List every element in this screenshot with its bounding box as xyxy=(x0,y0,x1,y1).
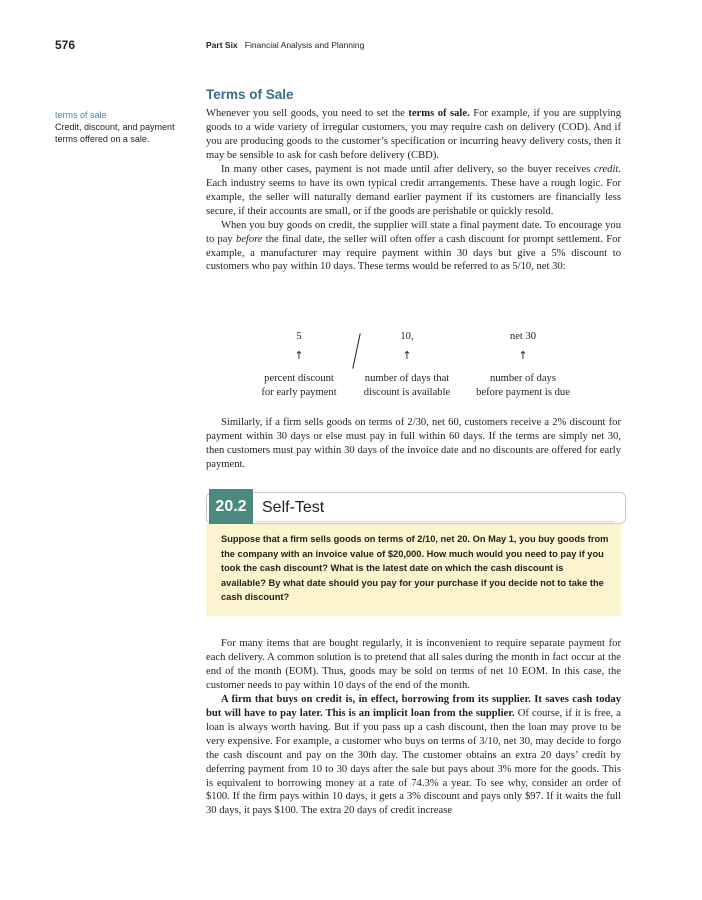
text-run: In many other cases, payment is not made until after delivery, so the buyer receives xyxy=(221,163,595,175)
running-header xyxy=(206,40,364,50)
emphasis: before xyxy=(235,233,263,245)
key-term: terms of sale. xyxy=(408,108,470,119)
diagram-label-days xyxy=(342,372,472,399)
key-statement: A firm that buys on credit is, in effect, borrowing from its supplier. It saves cash today but will have to pay later. This is an implicit loan from the supplier. xyxy=(206,693,621,719)
page-number: 576 xyxy=(55,38,76,52)
text-run: When you buy goods on credit, the supplier will state a final payment date. To encourage you to pay xyxy=(206,219,621,245)
part-label: Part Six xyxy=(206,40,238,50)
text-run: Of course, if it is free, a loan is always worth having. But if you pass up a cash discount, then the loan may prove to be very expensive. For example, a customer who buys on terms of 3/10, net 30, may decide to forgo the cash discount and pay on the 30th day. The customer obtains an extra 20 days’ credit by deferring payment from 10 to 30 days after the sale but pays about 3% more for the goods. This is equivalent to borrowing money at a rate of 74.3% a year. To see why, consider an order of $100. If the firm pays within 10 days, it gets a 3% discount and pays only $97. If it waits the full 30 days, it pays $100. The extra 20 days of credit increase xyxy=(206,707,622,817)
margin-glossary-note xyxy=(55,109,190,146)
diagram-value-days: 10, xyxy=(400,331,414,342)
header-divider xyxy=(255,521,615,522)
paragraph xyxy=(206,163,621,219)
glossary-term: terms of sale xyxy=(55,110,107,120)
terms-diagram xyxy=(206,326,621,402)
emphasis: credit. xyxy=(594,163,621,175)
label-line: for early payment xyxy=(261,386,337,398)
paragraph xyxy=(206,693,621,819)
self-test-number: 20.2 xyxy=(209,489,253,525)
label-line: number of days that xyxy=(364,373,450,384)
diagram-value-net: net 30 xyxy=(509,331,537,342)
label-line: percent discount xyxy=(264,373,334,384)
part-title: Financial Analysis and Planning xyxy=(244,40,365,50)
body-text-lower xyxy=(206,637,621,818)
self-test-box xyxy=(206,492,626,622)
section-title: Terms of Sale xyxy=(206,87,294,102)
text-run: the final date, the seller will often offer a cash discount for prompt settlement. For example, a manufacturer may require payment within 30 days but give a 5% discount to customers who pay within 10 days. These terms would be referred to as 5/10, net 30: xyxy=(206,233,621,273)
body-text-middle xyxy=(206,416,621,472)
glossary-definition: Credit, discount, and payment terms offered on a sale. xyxy=(55,122,175,145)
text-run: Each industry seems to have its own typical credit arrangements. These have a rough logic. For example, the seller will naturally demand earlier payment if its customers are financially less secure, if their accounts are small, or if the goods are perishable or quickly resold. xyxy=(206,177,621,217)
label-line: number of days xyxy=(490,373,556,384)
paragraph xyxy=(206,219,621,275)
body-text-upper xyxy=(206,107,621,274)
self-test-title: Self-Test xyxy=(262,499,325,516)
up-arrow-icon: ↑ xyxy=(402,349,412,362)
paragraph xyxy=(206,107,621,163)
label-line: before payment is due xyxy=(476,386,570,398)
up-arrow-icon: ↑ xyxy=(518,349,528,362)
text-run: Whenever you sell goods, you need to set the xyxy=(206,108,409,119)
self-test-question: Suppose that a firm sells goods on terms of 2/10, net 20. On May 1, you buy goods from the company with an invoice value of $20,000. How much would you need to pay if you took the cash discount? What is the latest date on which the cash discount is available? By what date should you pay for your purchase if you decide not to take the cash discount? xyxy=(206,524,621,616)
paragraph: Similarly, if a firm sells goods on terms of 2/30, net 60, customers receive a 2% discount for payment within 30 days or else must pay in full within 60 days. If the terms are simply net 30, then customers must pay within 30 days of the invoice date and no discounts are offered for early payment. xyxy=(206,417,621,470)
text-run: For example, if you are supplying goods to a wide variety of irregular customers, you may require cash on delivery (COD). And if you are producing goods to the customer’s specification or incurring heavy delivery costs, then it may be sensible to ask for cash before delivery (CBD). xyxy=(206,108,621,161)
diagram-value-discount: 5 xyxy=(296,331,302,342)
paragraph: For many items that are bought regularly, it is inconvenient to require separate payment for each delivery. A common solution is to pretend that all sales during the month in fact occur at the end of the month (EOM). Thus, goods may be sold on terms of net 10 EOM. In this case, the customer needs to pay within 10 days of the end of the month. xyxy=(206,638,621,691)
diagram-label-due xyxy=(458,372,588,399)
label-line: discount is available xyxy=(363,386,451,398)
up-arrow-icon: ↑ xyxy=(294,349,304,362)
